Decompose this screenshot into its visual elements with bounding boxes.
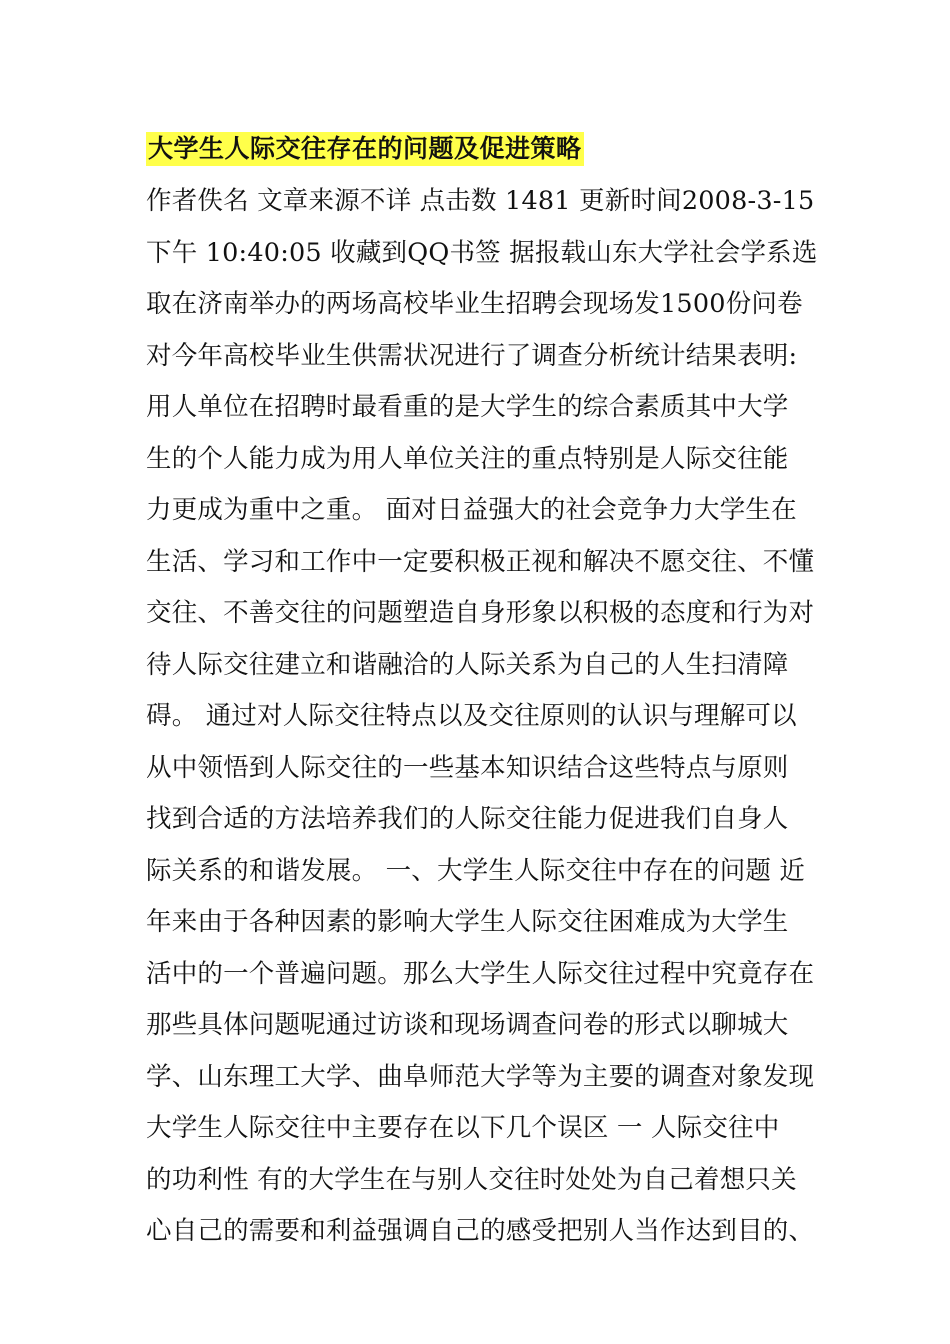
body-line: 对今年高校毕业生供需状况进行了调查分析统计结果表明:	[146, 340, 798, 371]
body-line: 作者佚名 文章来源不详 点击数 1481 更新时间2008-3-15	[146, 186, 815, 216]
body-line: 心自己的需要和利益强调自己的感受把别人当作达到目的、	[146, 1216, 815, 1246]
document-body	[146, 176, 826, 1258]
body-line: 生活、学习和工作中一定要积极正视和解决不愿交往、不懂	[146, 546, 815, 577]
body-line: 下午 10:40:05 收藏到QQ书签 据报载山东大学社会学系选	[146, 237, 818, 268]
title-line	[146, 130, 584, 168]
body-line: 用人单位在招聘时最看重的是大学生的综合素质其中大学	[146, 392, 789, 422]
body-line: 找到合适的方法培养我们的人际交往能力促进我们自身人	[146, 804, 789, 834]
body-line: 活中的一个普遍问题。那么大学生人际交往过程中究竟存在	[146, 958, 815, 989]
body-line: 力更成为重中之重。 面对日益强大的社会竞争力大学生在	[146, 495, 797, 525]
document-title: 大学生人际交往存在的问题及促进策略	[146, 132, 584, 166]
body-line: 的功利性 有的大学生在与别人交往时处处为自己着想只关	[146, 1164, 797, 1195]
body-line: 碍。 通过对人际交往特点以及交往原则的认识与理解可以	[146, 701, 797, 731]
body-line: 际关系的和谐发展。 一、大学生人际交往中存在的问题 近	[146, 855, 806, 886]
body-line: 生的个人能力成为用人单位关注的重点特别是人际交往能	[146, 443, 789, 474]
body-line: 交往、不善交往的问题塑造自身形象以积极的态度和行为对	[146, 598, 815, 628]
body-line: 学、山东理工大学、曲阜师范大学等为主要的调查对象发现	[146, 1061, 815, 1092]
body-line: 从中领悟到人际交往的一些基本知识结合这些特点与原则	[146, 752, 789, 783]
body-line: 待人际交往建立和谐融洽的人际关系为自己的人生扫清障	[146, 649, 789, 680]
body-line: 取在济南举办的两场高校毕业生招聘会现场发1500份问卷	[146, 289, 803, 319]
body-line: 那些具体问题呢通过访谈和现场调查问卷的形式以聊城大	[146, 1010, 789, 1040]
body-line: 年来由于各种因素的影响大学生人际交往困难成为大学生	[146, 907, 789, 937]
body-line: 大学生人际交往中主要存在以下几个误区 一 人际交往中	[146, 1113, 780, 1143]
